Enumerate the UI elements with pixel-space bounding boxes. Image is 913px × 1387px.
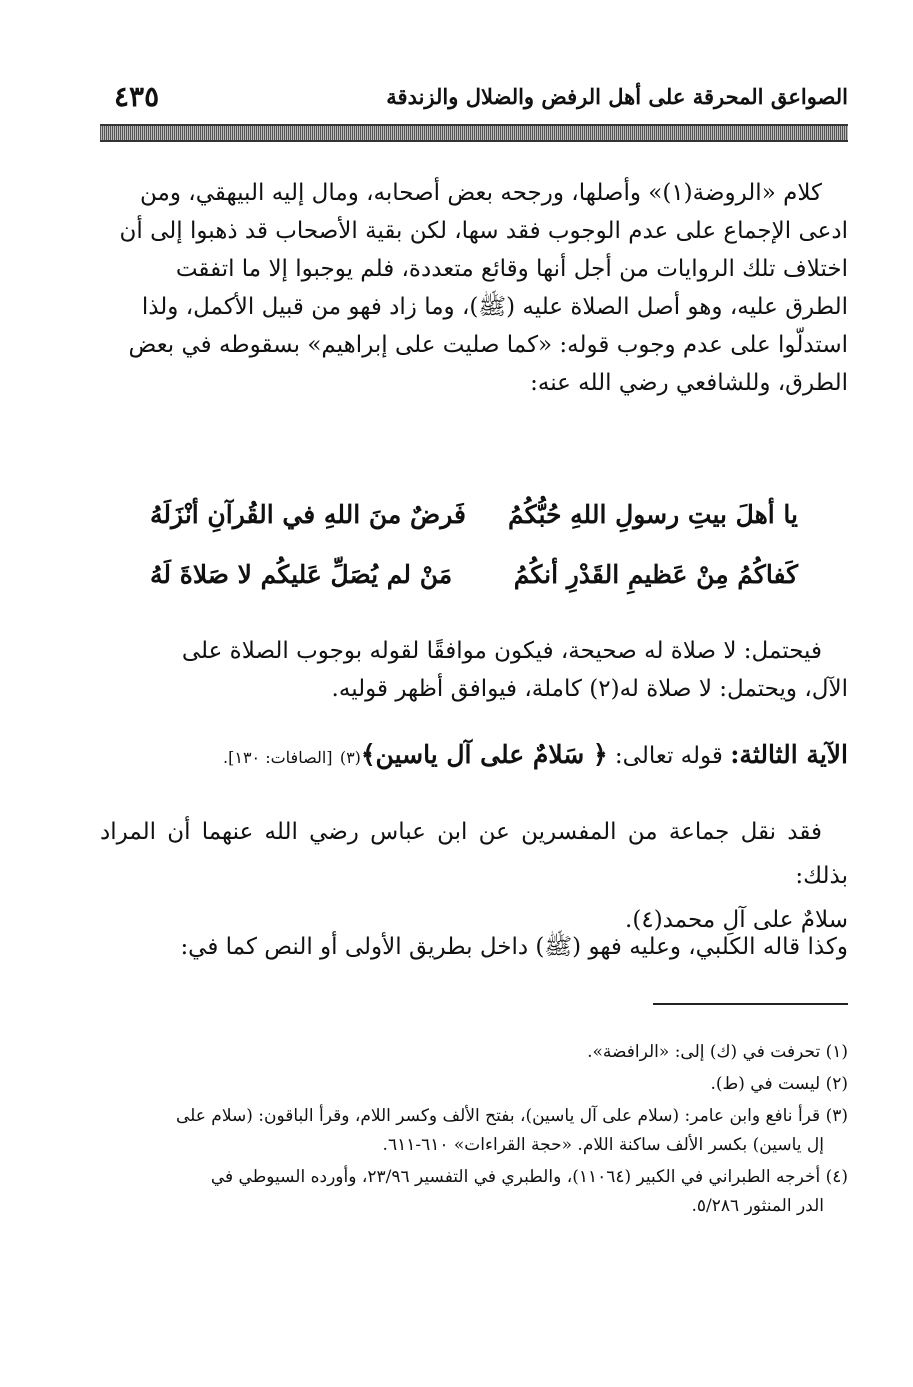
paragraph-kalbi — [100, 932, 848, 966]
footnote-3 — [100, 1102, 848, 1160]
header-rule — [100, 124, 848, 142]
main-paragraph — [100, 174, 848, 402]
footnote-marker: (٣) — [339, 748, 361, 767]
footnote-4 — [100, 1163, 848, 1221]
text-line: وكذا قاله الكلبي، وعليه فهو (ﷺ) داخل بطريق الأولى أو النص كما في: — [180, 934, 848, 960]
text-line: اختلاف تلك الروايات من أجل أنها وقائع متعددة، فلم يوجبوا إلا ما اتفقت — [175, 256, 848, 282]
footnote-2: (٢) ليست في (ط). — [710, 1074, 848, 1094]
verse-intro: قوله تعالى: — [614, 743, 723, 769]
poem-verse — [150, 560, 798, 620]
footnotes — [100, 1038, 848, 1224]
text-line: الطرق عليه، وهو أصل الصلاة عليه (ﷺ)، وما زاد فهو من قبيل الأكمل، ولذا — [141, 294, 848, 320]
footnote-line: (٣) قرأ نافع وابن عامر: (سلام على آل ياسين)، بفتح الألف وكسر اللام، وقرأ الباقون: (سلام على — [175, 1106, 848, 1126]
footnote-line: الدر المنثور ٥/٢٨٦. — [691, 1196, 824, 1216]
text-line: كلام «الروضة(١)» وأصلها، ورجحه بعض أصحابه، ومال إليه البيهقي، ومن — [140, 180, 822, 206]
text-line: فيحتمل: لا صلاة له صحيحة، فيكون موافقًا لقوله بوجوب الصلاة على — [181, 638, 822, 664]
text-line: الطرق، وللشافعي رضي الله عنه: — [530, 370, 848, 396]
text-line: ادعى الإجماع على عدم الوجوب فقد سها، لكن بقية الأصحاب قد ذهبوا إلى أن — [119, 218, 848, 244]
poem-hemistich-second: مَنْ لم يُصَلِّ عَليكُم لا صَلاةَ لَهُ — [150, 560, 453, 589]
verse-reference: [الصافات: ١٣٠]. — [223, 748, 333, 767]
poem-hemistich-second: فَرضٌ منَ اللهِ في القُرآنِ أنْزَلَهُ — [150, 500, 466, 529]
text-line: سلامٌ على آلِ محمد(٤). — [625, 907, 848, 933]
quran-verse: ﴿ سَلامٌ على آل ياسين﴾ — [360, 740, 608, 769]
footnote-line: (٤) أخرجه الطبراني في الكبير (١١٠٦٤)، والطبري في التفسير ٢٣/٩٦، وأورده السيوطي في — [210, 1167, 848, 1187]
text-line: فقد نقل جماعة من المفسرين عن ابن عباس رضي الله عنهما أن المراد بذلك: — [100, 819, 848, 889]
poem-hemistich-first: يا أهلَ بيتِ رسولِ اللهِ حُبُّكُمُ — [508, 500, 798, 529]
footnote-line: إل ياسين) بكسر الألف ساكنة اللام. «حجة القراءات» ٦١٠-٦١١. — [382, 1135, 824, 1155]
verse-heading-line — [100, 740, 848, 769]
page-header — [100, 80, 848, 120]
section-heading: الآية الثالثة: — [730, 740, 848, 769]
paragraph-after-poem — [100, 632, 848, 708]
poem-verse — [150, 500, 798, 560]
poem-hemistich-first: كَفاكُمُ مِنْ عَظيمِ القَدْرِ أنكُمُ — [513, 560, 798, 589]
paragraph-tafsir — [100, 810, 848, 942]
text-line: استدلّوا على عدم وجوب قوله: «كما صليت على إبراهيم» بسقوطه في بعض — [128, 332, 848, 358]
poem — [150, 500, 798, 620]
footnote-1: (١) تحرفت في (ك) إلى: «الرافضة». — [587, 1042, 848, 1062]
running-title: الصواعق المحرقة على أهل الرفض والضلال والزندقة — [386, 84, 848, 109]
text-line: الآل، ويحتمل: لا صلاة له(٢) كاملة، فيوافق أظهر قوليه. — [331, 676, 848, 702]
footnote-separator — [653, 1003, 848, 1005]
page-number: ٤٣٥ — [114, 80, 160, 113]
